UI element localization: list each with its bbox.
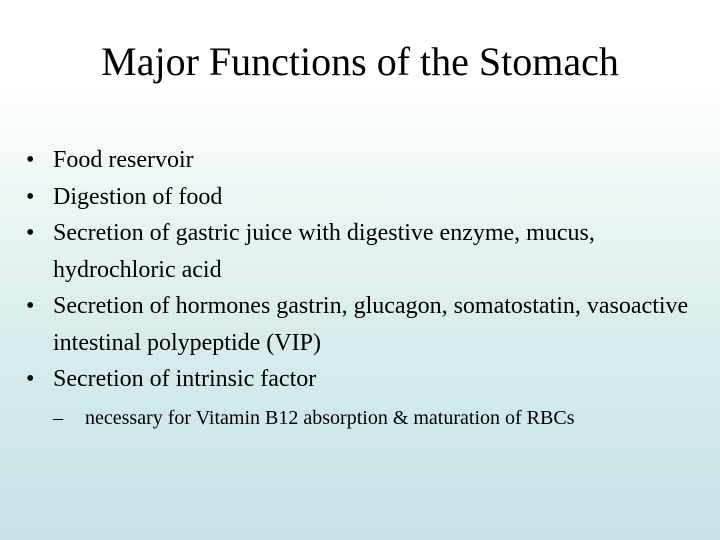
bullet-text: Secretion of gastric juice with digestive enzyme, mucus, hydrochloric acid xyxy=(53,220,595,283)
bullet-marker: • xyxy=(26,366,35,392)
bullet-marker: • xyxy=(26,293,35,319)
sub-bullet-text: necessary for Vitamin B12 absorption & maturation of RBCs xyxy=(85,406,575,429)
bullet-item xyxy=(18,179,708,216)
bullet-item xyxy=(18,361,708,432)
bullet-text: Secretion of hormones gastrin, glucagon, somatostatin, vasoactive intestinal polypeptide (VIP) xyxy=(53,293,689,356)
bullet-marker: • xyxy=(26,220,35,246)
bullet-list xyxy=(18,142,708,432)
slide-title: Major Functions of the Stomach xyxy=(101,39,619,84)
bullet-text: Secretion of intrinsic factor xyxy=(53,366,317,392)
bullet-item xyxy=(18,142,708,179)
sub-bullet-item xyxy=(53,404,708,432)
bullet-item xyxy=(18,288,708,361)
bullet-text: Food reservoir xyxy=(53,147,194,173)
bullet-text: Digestion of food xyxy=(53,183,223,210)
bullet-marker: • xyxy=(26,183,35,210)
bullet-item xyxy=(18,215,708,288)
bullet-marker: • xyxy=(26,147,35,173)
sub-bullet-marker: – xyxy=(53,406,63,429)
sub-bullet-list xyxy=(53,404,708,432)
